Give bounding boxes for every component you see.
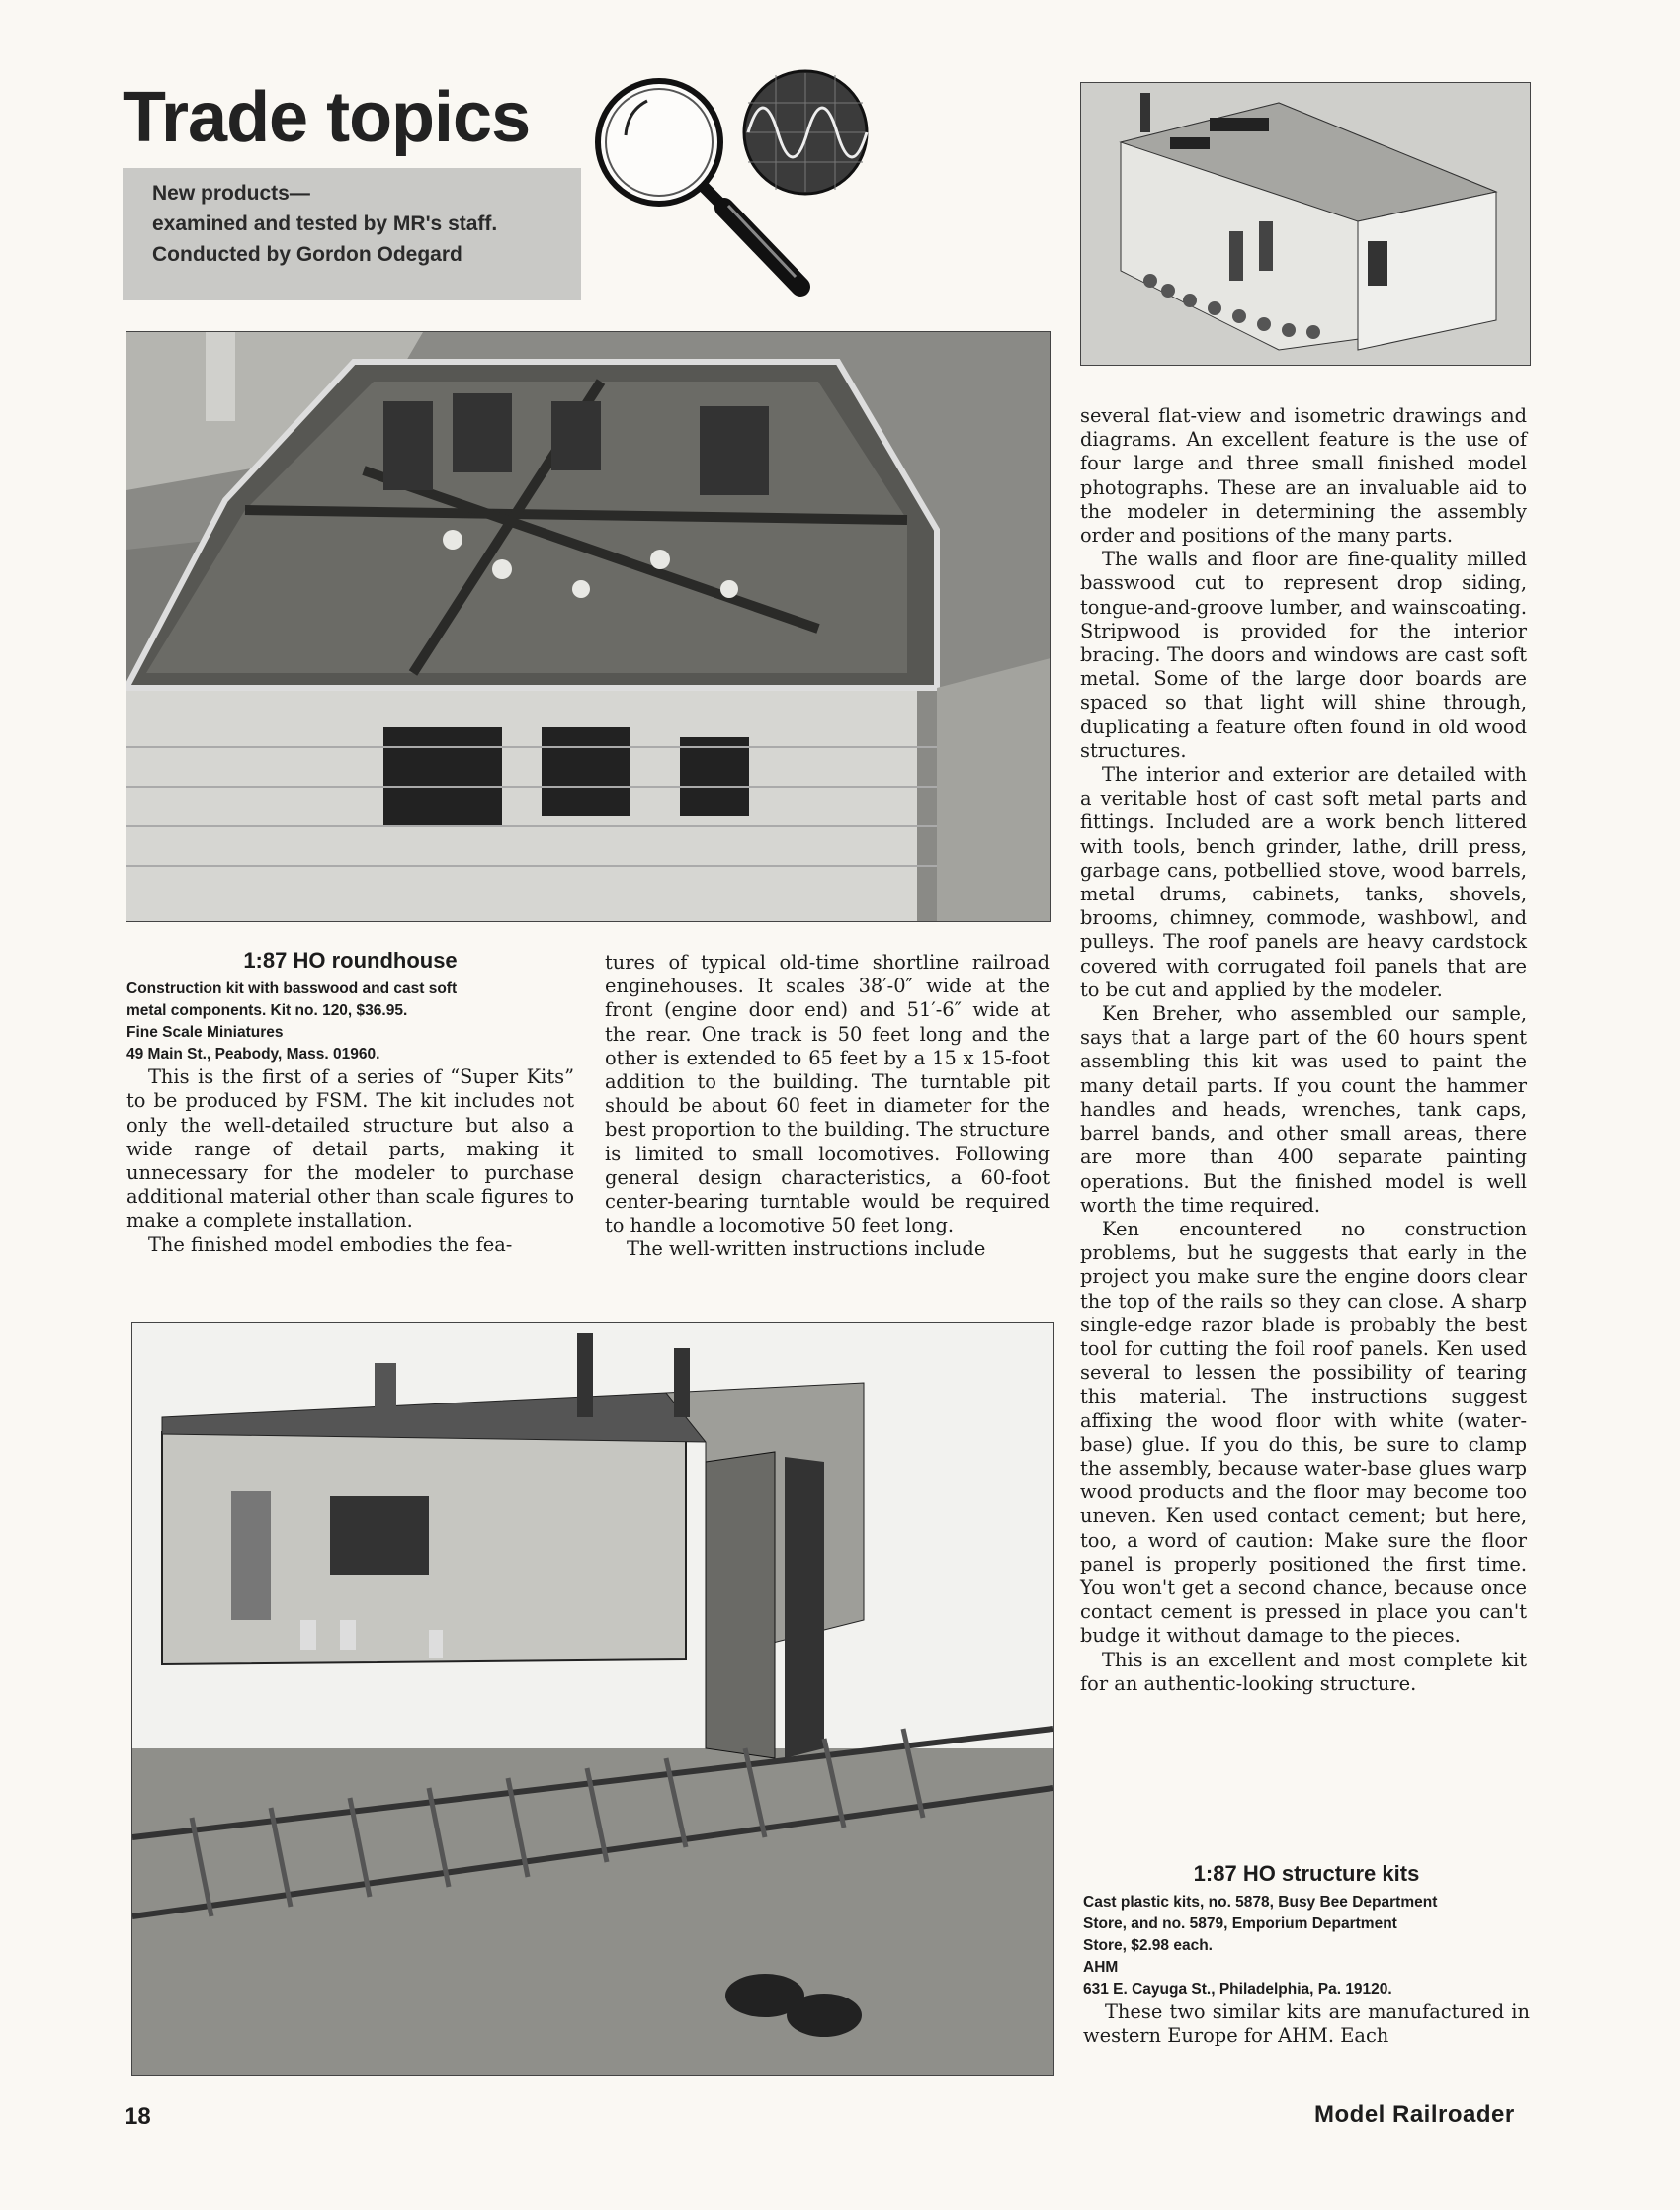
body-paragraph: The well-written instructions include	[627, 1237, 986, 1261]
department-subtitle	[123, 168, 581, 300]
body-paragraph: tures of typical old-time shortline railroad enginehouses. It scales 38′-0″ wide at the front (engine door end) and 51′-6″ wide at the rear. One track is 50 feet long and the other is extended to 65 feet by a 15 x 15-foot addition to the building. The turntable pit should be about 60 feet in diameter for the best proportion to the building. The structure is limited to small locomotives. Following general design characteristics, a 60-foot center-bearing turntable would be required to handle a locomotive 50 feet long.	[605, 951, 1050, 1237]
magnifier-icon	[578, 61, 875, 308]
manufacturer-address: 631 E. Cayuga St., Philadelphia, Pa. 19120.	[1083, 1981, 1392, 1998]
photo-roundhouse-interior	[126, 331, 1051, 922]
product-spec	[126, 978, 574, 1065]
body-paragraph: This is an excellent and most complete kit for an authentic-looking structure.	[1080, 1648, 1527, 1695]
magazine-name: Model Railroader	[1314, 2101, 1515, 2128]
subtitle-line: New products—	[152, 182, 310, 205]
body-paragraph: Ken encountered no construction problems, but he suggests that early in the project you make sure the engine doors clear the top of the rails so they can close. A sharp single-edge razor blade is probably the best tool for cutting the foil roof panels. Ken used several to lessen the possibility of tearing this material. The instructions suggest affixing the wood floor with white (water-base) glue. If you do this, be sure to clamp the assembly, because water-base glues warp wood products and the floor may become too uneven. Ken used contact cement; but here, too, a word of caution: Make sure the floor panel is properly positioned the first time. You won't get a second chance, because once contact cement is pressed in place you can't budge it without damage to the pieces.	[1080, 1217, 1527, 1648]
photo-roundhouse-rear	[1080, 82, 1531, 366]
subtitle-line: examined and tested by MR's staff.	[152, 212, 498, 235]
spec-line: metal components. Kit no. 120, $36.95.	[126, 1002, 408, 1020]
page-number: 18	[125, 2103, 151, 2130]
article2-column	[1083, 1862, 1530, 2049]
spec-line: Store, and no. 5879, Emporium Department	[1083, 1915, 1397, 1933]
spec-line: Construction kit with basswood and cast soft	[126, 980, 458, 998]
body-paragraph: This is the first of a series of “Super Kits” to be produced by FSM. The kit includes not only the well-detailed structure but also a wide range of detail parts, making it unnecessary for the modeler to purchase additional material other than scale figures to make a complete installation.	[126, 1065, 575, 1232]
article-column-1	[126, 949, 574, 1257]
body-paragraph: The walls and floor are fine-quality milled basswood cut to represent drop siding, tongue-and-groove lumber, and wainscoating. Stripwood is provided for the interior bracing. The doors and windows are cast soft metal. Some of the large door boards are spaced so that light will shine through, duplicating a feature often found in old wood structures.	[1080, 548, 1527, 762]
article-column-3	[1080, 404, 1527, 1696]
subtitle-line: Conducted by Gordon Odegard	[152, 243, 462, 266]
page-title: Trade topics	[123, 78, 531, 157]
manufacturer: Fine Scale Miniatures	[126, 1024, 284, 1042]
body-paragraph: Ken Breher, who assembled our sample, says that a large part of the 60 hours spent assembling this kit was used to paint the many detail parts. If you count the hammer handles and heads, wrenches, tank caps, barrel bands, and other small areas, there are more than 400 separate painting operations. But the finished model is well worth the time required.	[1080, 1002, 1527, 1217]
body-paragraph: several flat-view and isometric drawings and diagrams. An excellent feature is the use of four large and three small finished model photographs. These are an invaluable aid to the modeler in determining the assembly order and positions of the many parts.	[1080, 404, 1527, 548]
article-heading: 1:87 HO roundhouse	[243, 948, 458, 973]
body-paragraph: The finished model embodies the fea-	[148, 1232, 513, 1256]
body-paragraph: These two similar kits are manufactured in western Europe for AHM. Each	[1083, 2000, 1530, 2048]
article-heading: 1:87 HO structure kits	[1193, 1861, 1420, 1886]
manufacturer-address: 49 Main St., Peabody, Mass. 01960.	[126, 1046, 380, 1063]
photo-roundhouse-exterior	[131, 1322, 1054, 2076]
body-paragraph: The interior and exterior are detailed with a veritable host of cast soft metal parts and fittings. Included are a work bench littered with tools, bench grinder, lathe, drill press, garbage cans, potbellied stove, wood barrels, metal drums, cabinets, tanks, shovels, brooms, chimney, commode, washbowl, and pulleys. The roof panels are heavy cardstock covered with corrugated foil panels that are to be cut and applied by the modeler.	[1080, 763, 1527, 1001]
spec-line: Store, $2.98 each.	[1083, 1937, 1213, 1955]
product-spec	[1083, 1892, 1530, 2000]
spec-line: Cast plastic kits, no. 5878, Busy Bee Department	[1083, 1894, 1438, 1912]
article-column-2	[605, 951, 1050, 1262]
manufacturer: AHM	[1083, 1959, 1119, 1977]
